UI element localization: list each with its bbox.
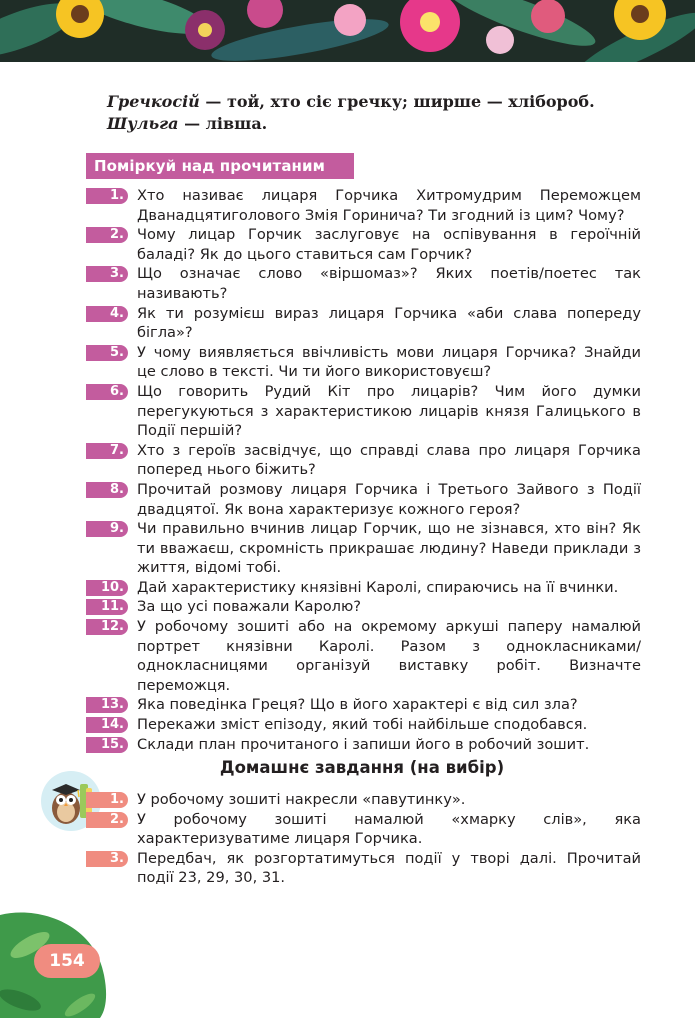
question-item [86,735,641,755]
glossary-line-1 [107,91,647,113]
question-item [86,343,641,382]
question-text: Чому лицар Горчик заслуговує на оспівування в героїчній баладі? Як до цього ставиться сам Горчик? [137,226,641,263]
question-item [86,382,641,441]
question-item [86,480,641,519]
question-text: Що означає слово «віршомаз»? Яких поетів/поетес так називають? [137,265,641,302]
question-item [86,519,641,578]
homework-number: 3. [86,851,128,867]
homework-title: Домашнє завдання (на вибір) [219,758,505,777]
question-text: Перекажи зміст епізоду, який тобі найбільше сподобався. [137,716,588,734]
question-number: 8. [86,482,128,498]
question-item [86,715,641,735]
question-item [86,304,641,343]
question-text: Що говорить Рудий Кіт про лицарів? Чим його думки перегукуються з характеристикою лицарів князя Галицького в Події першій? [137,382,641,440]
question-number: 10. [86,580,128,596]
question-text: Дай характеристику князівні Каролі, спираючись на її вчинки. [137,578,619,596]
question-number: 6. [86,384,128,400]
glossary-line-2 [107,113,647,135]
homework-list [86,790,641,888]
question-item [86,578,641,598]
question-item [86,186,641,225]
homework-item [86,849,641,888]
homework-text: Передбач, як розгортатимуться події у творі далі. Прочитай події 23, 29, 30, 31. [137,849,641,887]
glossary-definition: — лівша. [178,114,268,133]
question-number: 14. [86,717,128,733]
question-item [86,597,641,617]
homework-text: У робочому зошиті намалюй «хмарку слів», яка характеризуватиме лицаря Горчика. [137,810,641,848]
question-number: 12. [86,619,128,635]
glossary [107,91,647,135]
page-number: 154 [34,944,100,978]
homework-number: 1. [86,792,128,808]
glossary-term: Гречкосій [107,92,200,111]
question-text: За що усі поважали Каролю? [137,598,362,616]
question-item [86,441,641,480]
question-number: 7. [86,443,128,459]
question-text: У чому виявляється ввічливість мови лицаря Горчика? Знайди це слово в тексті. Чи ти його використовуєш? [137,343,641,381]
homework-item [86,810,641,849]
section-title: Поміркуй над прочитаним [86,153,354,179]
question-item [86,695,641,715]
question-number: 5. [86,345,128,361]
question-text: Як ти розумієш вираз лицаря Горчика «аби слава попереду бігла»? [137,304,641,342]
homework-item [86,790,641,810]
glossary-definition: — той, хто сіє гречку; ширше — хлібороб. [199,92,595,111]
question-text: Прочитай розмову лицаря Горчика і Третього Зайвого з Події двадцятої. Як вона характеризує кожного героя? [137,480,641,518]
question-item [86,617,641,695]
homework-number: 2. [86,812,128,828]
question-number: 15. [86,737,128,753]
question-text: Склади план прочитаного і запиши його в робочий зошит. [137,735,590,753]
question-item [86,264,641,303]
question-text: Хто називає лицаря Горчика Хитромудрим Переможцем Дванадцятиголового Змія Горинича? Ти згодний із цим? Чому? [137,187,641,224]
homework-text: У робочому зошиті накресли «павутинку». [137,791,466,808]
questions-list [86,186,641,754]
question-number: 4. [86,306,128,322]
question-text: Хто з героїв засвідчує, що справді слава про лицаря Горчика поперед нього біжить? [137,441,641,479]
question-text: У робочому зошиті або на окремому аркуші паперу намалюй портрет князівни Каролі. Разом з однокласниками/однокласницями організуй виставку робіт. Визначте переможця. [137,618,641,694]
question-item [86,225,641,264]
question-number: 9. [86,521,128,537]
question-number: 3. [86,266,128,282]
question-number: 2. [86,227,128,243]
question-number: 13. [86,697,128,713]
question-text: Яка поведінка Греця? Що в його характері є від сил зла? [137,696,578,714]
flowers-banner [0,0,695,62]
glossary-term: Шульга [107,114,179,133]
question-text: Чи правильно вчинив лицар Горчик, що не зізнався, хто він? Як ти вважаєш, скромність прикрашає людину? Наведи приклади з життя, відомі тобі. [137,520,641,577]
question-number: 11. [86,599,128,615]
question-number: 1. [86,188,128,204]
